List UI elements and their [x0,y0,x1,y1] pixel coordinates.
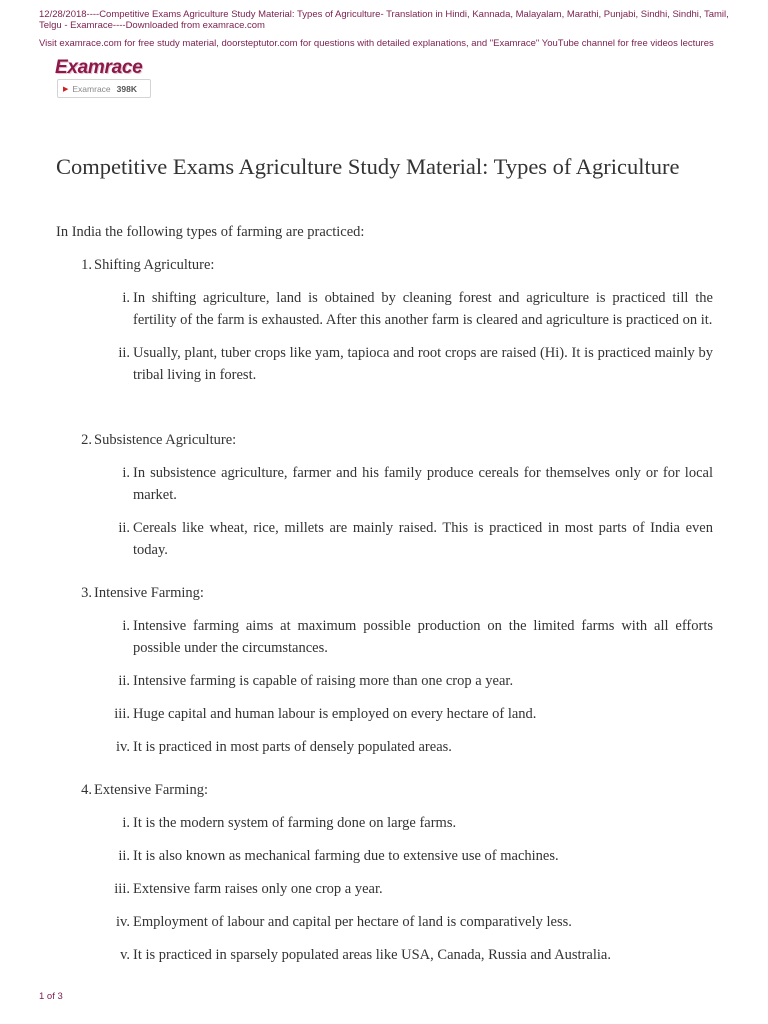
section-label: Subsistence Agriculture: [94,432,237,448]
section-number: 1. [81,257,92,273]
intro-text: In India the following types of farming are practiced: [56,224,365,240]
item-number: iii. [114,706,130,722]
item-text: Usually, plant, tuber crops like yam, tapioca and root crops are raised (Hi). It is practiced mainly by tribal living in forest. [133,345,713,383]
item-number: ii. [118,848,130,864]
item-text: Cereals like wheat, rice, millets are mainly raised. This is practiced in most parts of India even today. [133,520,713,558]
item-number: ii. [118,520,130,536]
list-item [56,845,713,867]
section-number: 3. [81,585,92,601]
list-item [56,944,713,966]
item-text: It is the modern system of farming done on large farms. [133,815,457,831]
item-text: It is practiced in sparsely populated areas like USA, Canada, Russia and Australia. [133,947,611,963]
section-heading [56,779,713,801]
item-number: iii. [114,881,130,897]
list-item [56,287,713,331]
section-number: 4. [81,782,92,798]
list-item [56,911,713,933]
item-text: In subsistence agriculture, farmer and his family produce cereals for themselves only or for local market. [133,465,713,503]
item-number: v. [120,947,130,963]
item-text: Extensive farm raises only one crop a year. [133,881,383,897]
list-item [56,517,713,561]
list-item [56,812,713,834]
page-number: 1 of 3 [39,991,63,1002]
item-number: i. [122,815,130,831]
item-number: i. [122,465,130,481]
item-number: iv. [116,739,130,755]
channel-name: Examrace [72,83,111,94]
promo-header: Visit examrace.com for free study material, doorsteptutor.com for questions with detailed explanations, and "Examrace" YouTube channel for free videos lectures [39,38,714,49]
item-text: Huge capital and human labour is employed on every hectare of land. [133,706,537,722]
section-number: 2. [81,432,92,448]
item-text: It is also known as mechanical farming due to extensive use of machines. [133,848,559,864]
youtube-subscribe-button[interactable] [57,79,151,98]
section-intensive-farming [56,582,713,758]
print-header: 12/28/2018----Competitive Exams Agriculture Study Material: Types of Agriculture- Translation in Hindi, Kannada, Malayalam, Marathi, Punjabi, Sindhi, Sindhi, Tamil, Telgu - Examrace----Downloaded from examrace.com [39,9,729,31]
item-number: iv. [116,914,130,930]
item-text: Employment of labour and capital per hectare of land is comparatively less. [133,914,572,930]
list-item [56,878,713,900]
item-text: Intensive farming aims at maximum possible production on the limited farms with all efforts possible under the circumstances. [133,618,713,656]
section-extensive-farming [56,779,713,966]
section-heading [56,582,713,604]
section-subsistence-agriculture [56,429,713,561]
page-title: Competitive Exams Agriculture Study Material: Types of Agriculture [56,154,680,179]
item-number: ii. [118,673,130,689]
section-label: Intensive Farming: [94,585,204,601]
subscriber-count: 398K [116,83,137,94]
section-label: Extensive Farming: [94,782,208,798]
list-item [56,670,713,692]
item-number: ii. [118,345,130,361]
list-item [56,736,713,758]
section-label: Shifting Agriculture: [94,257,215,273]
item-text: It is practiced in most parts of densely populated areas. [133,739,452,755]
item-text: In shifting agriculture, land is obtained by cleaning forest and agriculture is practiced till the fertility of the farm is exhausted. After this another farm is cleared and agriculture is practiced on it. [133,290,713,328]
item-text: Intensive farming is capable of raising more than one crop a year. [133,673,514,689]
list-item [56,703,713,725]
item-number: i. [122,618,130,634]
section-shifting-agriculture [56,254,713,386]
section-heading [56,429,713,451]
section-heading [56,254,713,276]
list-item [56,615,713,659]
list-item [56,462,713,506]
list-item [56,342,713,386]
youtube-play-icon: ▶ [63,85,69,93]
item-number: i. [122,290,130,306]
examrace-logo: Examrace [55,57,143,78]
